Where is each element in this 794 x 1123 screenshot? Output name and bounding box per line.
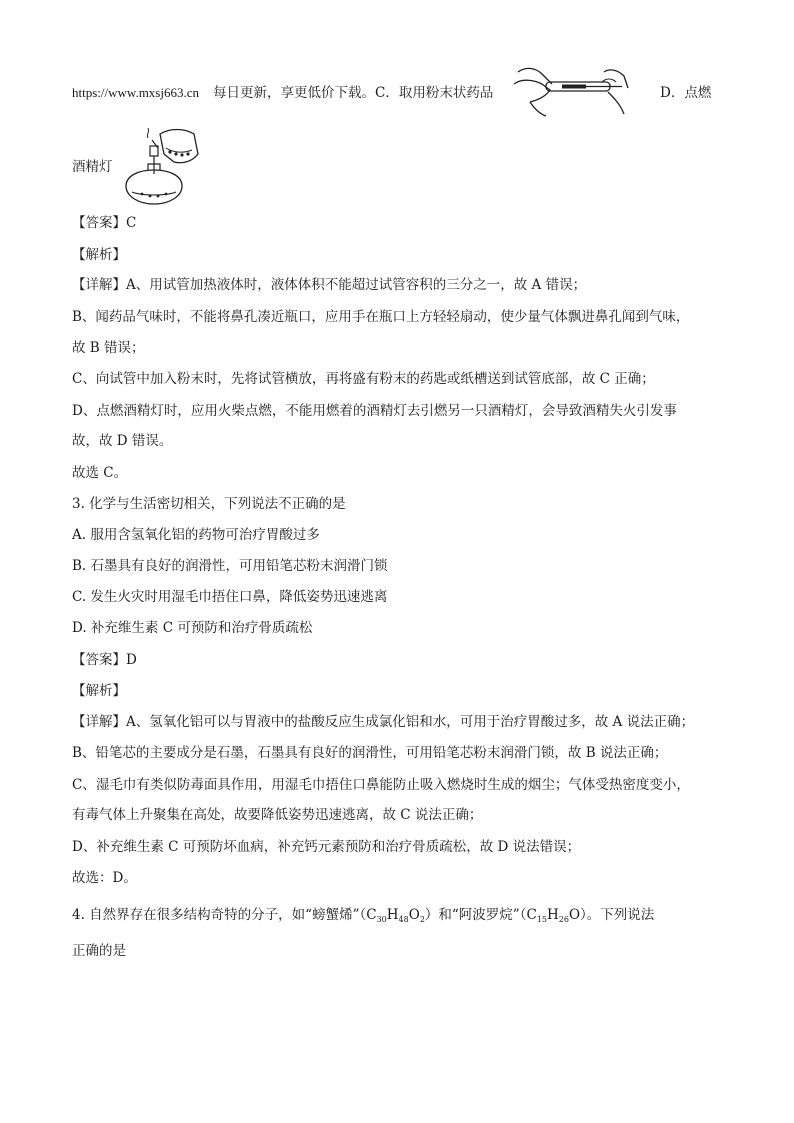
q2-detail-a: 【详解】A、用试管加热液体时，液体体积不能超过试管容积的三分之一，故 A 错误；: [72, 277, 587, 293]
q4-stem-part2: ）和“阿波罗烷”（: [424, 907, 527, 923]
q4-stem-part1: 4. 自然界存在很多结构奇特的分子，如“螃蟹烯”（: [72, 907, 367, 923]
q3-option-c: C. 发生火灾时用湿毛巾捂住口鼻，降低姿势迅速逃离: [72, 589, 388, 605]
alcohol-lamp-illustration: [112, 124, 202, 208]
q4-stem-line2: 正确的是: [72, 943, 126, 959]
formula-crab-ene: $C_{30}H_{48}O_2$: [366, 907, 425, 924]
q3-option-a: A. 服用含氢氧化铝的药物可治疗胃酸过多: [72, 527, 320, 543]
q3-detail-a: 【详解】A、氢氧化铝可以与胃液中的盐酸反应生成氯化铝和水，可用于治疗胃酸过多，故 A 说法正确；: [72, 714, 695, 730]
powder-test-tube-illustration: [512, 62, 632, 118]
header-slogan: 每日更新，享更低价下载。: [213, 85, 375, 101]
q3-option-d: D. 补充维生素 C 可预防和治疗骨质疏松: [72, 620, 313, 636]
option-d-continued: 酒精灯: [72, 159, 113, 175]
q3-detail-c-line2: 有毒气体上升聚集在高处，故要降低姿势迅速逃离，故 C 说法正确；: [72, 807, 483, 823]
q2-detail-b-line1: B、闻药品气味时，不能将鼻孔凑近瓶口，应用手在瓶口上方轻轻扇动，使少量气体飘进鼻孔闻到气味，: [72, 309, 690, 325]
figure-powder-test-tube: [512, 62, 632, 118]
formula-apollo-ane: $C_{15}H_{26}O$: [526, 907, 581, 924]
q2-conclusion: 故选 C。: [72, 465, 128, 481]
q2-detail-d-line1: D、点燃酒精灯时，应用火柴点燃，不能用燃着的酒精灯去引燃另一只酒精灯，会导致酒精失火引发事: [72, 403, 677, 419]
q2-detail-d-line2: 故，故 D 错误。: [72, 433, 173, 449]
q4-stem-part3: ）。下列说法: [580, 907, 655, 923]
q3-stem: 3. 化学与生活密切相关，下列说法不正确的是: [72, 496, 346, 512]
q2-analysis-heading: 【解析】: [72, 247, 126, 263]
q3-answer: 【答案】D: [72, 652, 137, 668]
q3-detail-c-line1: C、湿毛巾有类似防毒面具作用，用湿毛巾捂住口鼻能防止吸入燃烧时生成的烟尘；气体受热密度变小，: [72, 777, 690, 793]
q3-conclusion: 故选：D。: [72, 870, 137, 886]
option-c-label: C．取用粉末状药品: [375, 85, 494, 101]
q3-option-b: B. 石墨具有良好的润滑性，可用铅笔芯粉末润滑门锁: [72, 558, 388, 574]
q2-detail-c: C、向试管中加入粉末时，先将试管横放，再将盛有粉末的药匙或纸槽送到试管底部，故 C 正确；: [72, 371, 655, 387]
q3-analysis-heading: 【解析】: [72, 683, 126, 699]
header-line: [72, 84, 493, 102]
q2-detail-b-line2: 故 B 错误；: [72, 340, 145, 356]
figure-alcohol-lamp: [112, 124, 202, 208]
q3-detail-d: D、补充维生素 C 可预防坏血病，补充钙元素预防和治疗骨质疏松，故 D 说法错误；: [72, 839, 581, 855]
q3-detail-b: B、铅笔芯的主要成分是石墨，石墨具有良好的润滑性，可用铅笔芯粉末润滑门锁，故 B 说法正确；: [72, 745, 668, 761]
q4-stem-line1: [72, 906, 654, 929]
source-url[interactable]: https://www.mxsj663.cn: [72, 85, 199, 100]
q2-answer: 【答案】C: [72, 215, 137, 231]
option-d-label: D．点燃: [660, 85, 712, 101]
